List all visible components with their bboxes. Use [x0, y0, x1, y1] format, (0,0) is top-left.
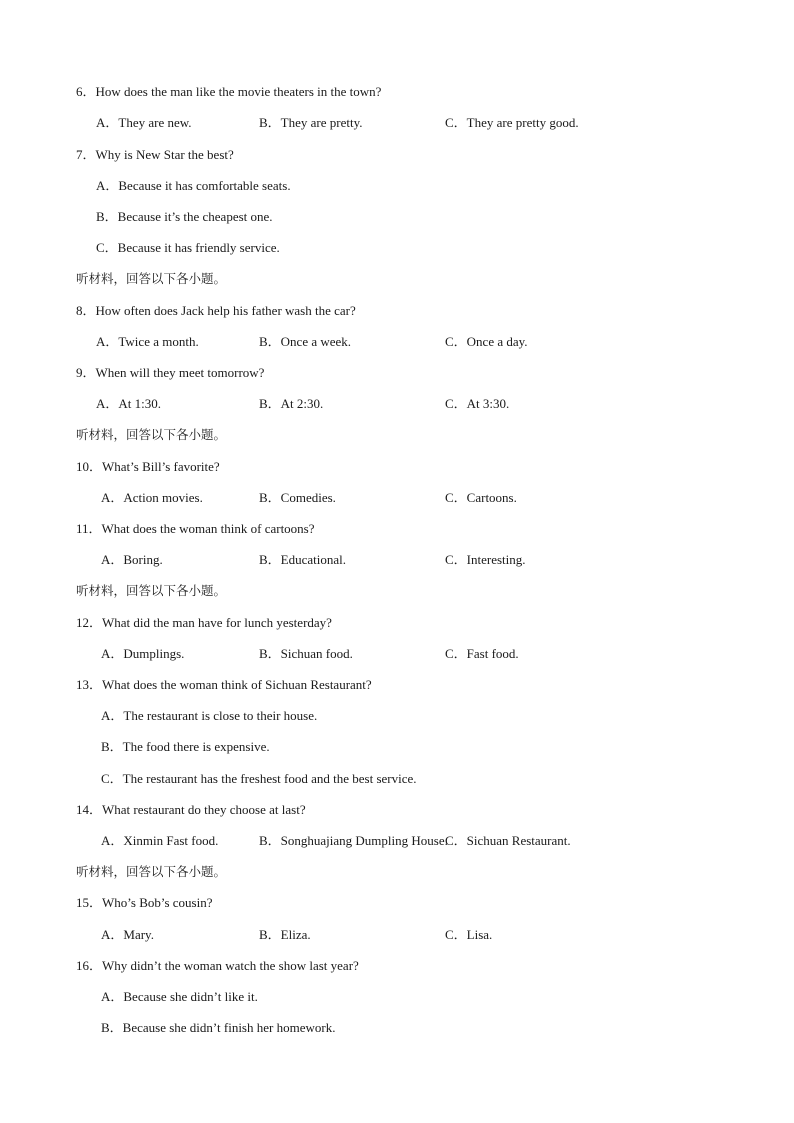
q13-option-a: A．The restaurant is close to their house. [101, 708, 318, 723]
q9-option-a: A．At 1:30. [96, 396, 162, 411]
q7-question: 7．Why is New Star the best? [76, 147, 234, 162]
q11-option-b: B．Educational. [259, 552, 347, 567]
q14-option-a: A．Xinmin Fast food. [101, 833, 219, 848]
q10-option-a: A．Action movies. [101, 490, 203, 505]
q12-option-b: B．Sichuan food. [259, 646, 353, 661]
q12-option-c: C．Fast food. [445, 646, 519, 661]
q13-option-b: B．The food there is expensive. [101, 739, 270, 754]
q11-option-c: C．Interesting. [445, 552, 526, 567]
q6-option-c: C．They are pretty good. [445, 115, 579, 130]
q10-question: 10．What’s Bill’s favorite? [76, 459, 220, 474]
q15-option-c: C．Lisa. [445, 927, 493, 942]
q16-option-b: B．Because she didn’t finish her homework. [101, 1020, 336, 1035]
section-instruction: 听材料，回答以下各小题。 [76, 427, 227, 442]
q15-option-a: A．Mary. [101, 927, 154, 942]
q13-question: 13．What does the woman think of Sichuan Restaurant? [76, 677, 372, 692]
section-instruction: 听材料，回答以下各小题。 [76, 583, 227, 598]
q8-question: 8．How often does Jack help his father wash the car? [76, 303, 356, 318]
q13-option-c: C．The restaurant has the freshest food and the best service. [101, 771, 417, 786]
section-instruction: 听材料，回答以下各小题。 [76, 271, 227, 286]
q6-question: 6．How does the man like the movie theaters in the town? [76, 84, 382, 99]
q12-option-a: A．Dumplings. [101, 646, 185, 661]
q6-option-b: B．They are pretty. [259, 115, 363, 130]
q7-option-c: C．Because it has friendly service. [96, 240, 280, 255]
q12-question: 12．What did the man have for lunch yesterday? [76, 615, 332, 630]
q14-question: 14．What restaurant do they choose at last? [76, 802, 306, 817]
q15-question: 15．Who’s Bob’s cousin? [76, 895, 213, 910]
q8-option-c: C．Once a day. [445, 334, 528, 349]
q9-option-c: C．At 3:30. [445, 396, 510, 411]
q10-option-c: C．Cartoons. [445, 490, 517, 505]
q6-option-a: A．They are new. [96, 115, 192, 130]
q9-question: 9．When will they meet tomorrow? [76, 365, 265, 380]
q10-option-b: B．Comedies. [259, 490, 336, 505]
q7-option-b: B．Because it’s the cheapest one. [96, 209, 273, 224]
q8-option-a: A．Twice a month. [96, 334, 199, 349]
q9-option-b: B．At 2:30. [259, 396, 324, 411]
q15-option-b: B．Eliza. [259, 927, 311, 942]
q11-question: 11．What does the woman think of cartoons? [76, 521, 315, 536]
section-instruction: 听材料，回答以下各小题。 [76, 864, 227, 879]
q16-question: 16．Why didn’t the woman watch the show last year? [76, 958, 359, 973]
q11-option-a: A．Boring. [101, 552, 163, 567]
q16-option-a: A．Because she didn’t like it. [101, 989, 258, 1004]
q14-option-c: C．Sichuan Restaurant. [445, 833, 571, 848]
q8-option-b: B．Once a week. [259, 334, 352, 349]
q14-option-b: B．Songhuajiang Dumpling House. [259, 833, 448, 848]
q7-option-a: A．Because it has comfortable seats. [96, 178, 291, 193]
